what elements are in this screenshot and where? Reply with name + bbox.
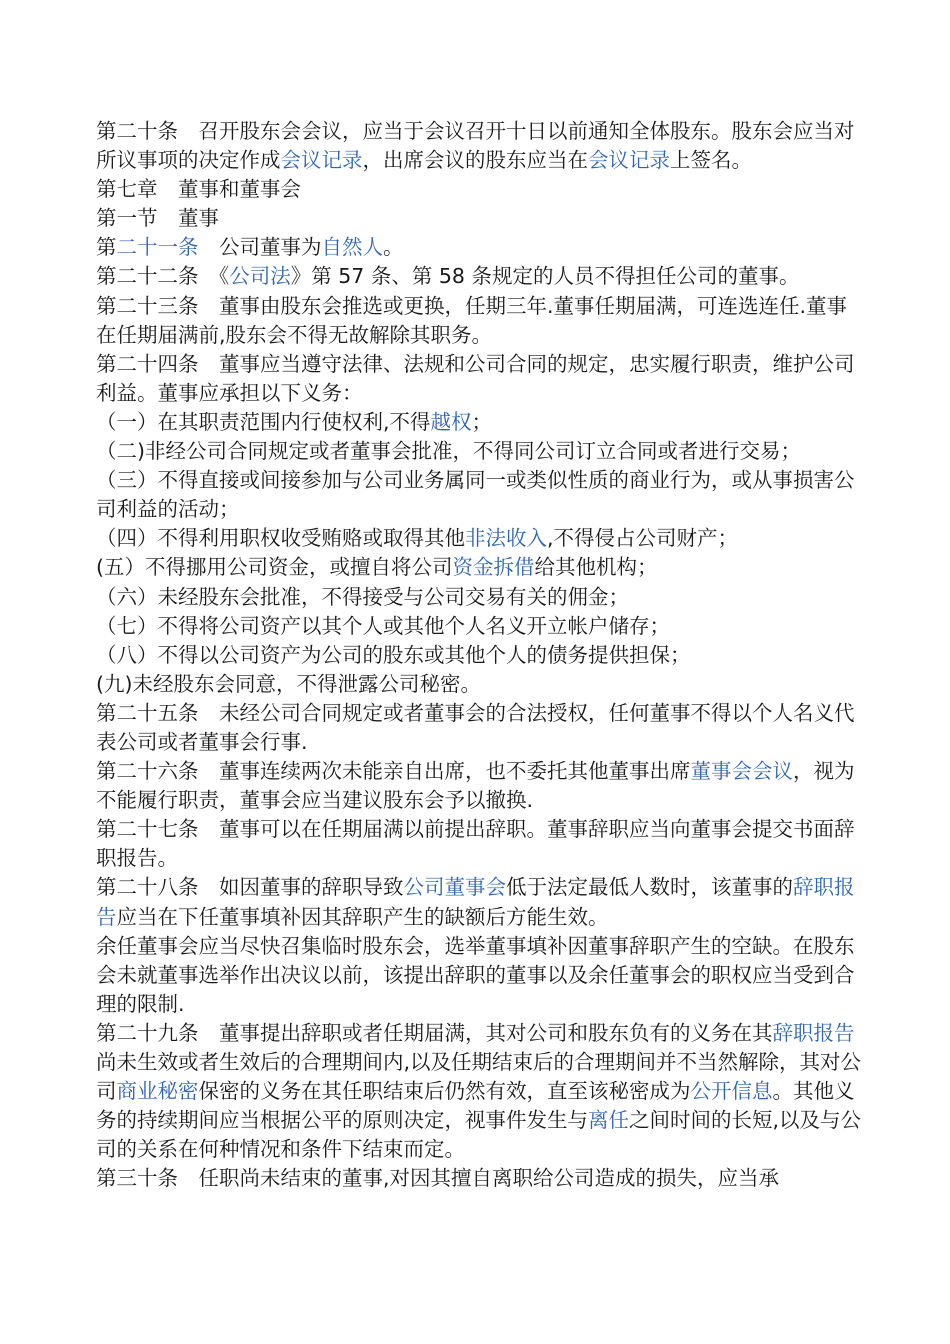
paragraph	[96, 117, 862, 175]
paragraph-text: 第二十六条 董事连续两次未能亲自出席，也不委托其他董事出席	[96, 759, 691, 784]
paragraph-text: 》第 57 条、第 58 条规定的人员不得担任公司的董事。	[290, 264, 800, 289]
paragraph	[96, 873, 862, 931]
paragraph	[96, 292, 862, 350]
paragraph-text: (五）不得挪用公司资金，或擅自将公司	[96, 555, 453, 580]
paragraph-text: 。其他义务的持续期间应当根据公平的原则决定，视事件发生与	[96, 1079, 855, 1133]
paragraph	[96, 466, 862, 524]
glossary-link[interactable]: 离任	[588, 1108, 629, 1133]
paragraph-text: （二)非经公司合同规定或者董事会批准，不得同公司订立合同或者进行交易；	[96, 439, 801, 464]
paragraph	[96, 612, 862, 641]
paragraph-text: 给其他机构；	[534, 555, 658, 580]
paragraph	[96, 437, 862, 466]
paragraph-text: 公司董事为	[198, 235, 322, 260]
paragraph	[96, 932, 862, 1019]
glossary-link[interactable]: 资金拆借	[452, 555, 535, 580]
paragraph	[96, 670, 862, 699]
paragraph	[96, 204, 862, 233]
glossary-link[interactable]: 公开信息	[690, 1079, 773, 1104]
paragraph-text: (九)未经股东会同意，不得泄露公司秘密。	[96, 671, 481, 696]
paragraph	[96, 524, 862, 553]
paragraph	[96, 553, 862, 582]
paragraph-text: 第一节 董事	[96, 206, 219, 231]
paragraph	[96, 699, 862, 757]
glossary-link[interactable]: 董事会会议	[690, 759, 793, 784]
glossary-link[interactable]: 辞职报告	[772, 1020, 855, 1045]
paragraph-text: （一）在其职责范围内行使权利,不得	[96, 409, 431, 434]
paragraph-text: 第二十八条 如因董事的辞职导致	[96, 875, 404, 900]
paragraph-text: ，出席会议的股东应当在	[362, 148, 588, 173]
paragraph-text: 。	[383, 235, 404, 260]
paragraph-text: （六）未经股东会批准，不得接受与公司交易有关的佣金；	[96, 584, 629, 609]
paragraph	[96, 815, 862, 873]
paragraph-text: 第二十三条 董事由股东会推选或更换，任期三年.董事任期届满，可连选连任.董事在任期届满前,股东会不得无故解除其职务。	[96, 293, 848, 347]
glossary-link[interactable]: 会议记录	[588, 148, 670, 173]
paragraph-text: 第七章 董事和董事会	[96, 177, 301, 202]
paragraph-text: 第二十九条 董事提出辞职或者任期届满，其对公司和股东负有的义务在其	[96, 1020, 773, 1045]
paragraph-text: 之间时间的长短,以及与公司的关系在何种情况和条件下结束而定。	[96, 1108, 862, 1162]
paragraph-text: 上签名。	[670, 148, 752, 173]
paragraph-text: 第二十四条 董事应当遵守法律、法规和公司合同的规定，忠实履行职责，维护公司利益。董事应承担以下义务：	[96, 351, 855, 405]
glossary-link[interactable]: 越权	[430, 409, 472, 434]
paragraph	[96, 175, 862, 204]
glossary-link[interactable]: 自然人	[321, 235, 383, 260]
paragraph	[96, 262, 862, 291]
paragraph	[96, 1164, 862, 1193]
paragraph-text: 第二十五条 未经公司合同规定或者董事会的合法授权，任何董事不得以个人名义代表公司或者董事会行事.	[96, 700, 855, 754]
paragraph	[96, 1019, 862, 1164]
paragraph-text: 第二十二条 《	[96, 264, 230, 289]
paragraph-text: ,不得侵占公司财产；	[547, 526, 739, 551]
paragraph-text: 尚未生效或者生效后的合理期间内,以及任期结束后的合理期间并不当然解除，其对公司	[96, 1050, 862, 1104]
glossary-link[interactable]: 公司董事会	[403, 875, 506, 900]
paragraph-text: ；	[471, 409, 493, 434]
paragraph	[96, 641, 862, 670]
glossary-link[interactable]: 辞职报告	[96, 875, 855, 929]
paragraph	[96, 757, 862, 815]
glossary-link[interactable]: 二十一条	[116, 235, 199, 260]
paragraph-text: （四）不得利用职权收受贿赂或取得其他	[96, 526, 465, 551]
paragraph-text: 第二十七条 董事可以在任期届满以前提出辞职。董事辞职应当向董事会提交书面辞职报告。	[96, 817, 855, 871]
paragraph-text: 应当在下任董事填补因其辞职产生的缺额后方能生效。	[116, 904, 609, 929]
paragraph-text: ，视为不能履行职责，董事会应当建议股东会予以撤换.	[96, 759, 855, 813]
paragraph	[96, 233, 862, 262]
paragraph-text: （八）不得以公司资产为公司的股东或其他个人的债务提供担保；	[96, 642, 691, 667]
paragraph-text: 保密的义务在其任职结束后仍然有效，直至该秘密成为	[198, 1079, 691, 1104]
paragraph-text: （七）不得将公司资产以其个人或其他个人名义开立帐户储存；	[96, 613, 670, 638]
paragraph-text: 余任董事会应当尽快召集临时股东会，选举董事填补因董事辞职产生的空缺。在股东会未就董事选举作出决议以前，该提出辞职的董事以及余任董事会的职权应当受到合理的限制.	[96, 933, 855, 1016]
glossary-link[interactable]: 公司法	[229, 264, 291, 289]
glossary-link[interactable]: 非法收入	[465, 526, 547, 551]
paragraph	[96, 408, 862, 437]
paragraph-text: 低于法定最低人数时，该董事的	[506, 875, 793, 900]
paragraph-text: （三）不得直接或间接参加与公司业务属同一或类似性质的商业行为，或从事损害公司利益的活动；	[96, 468, 855, 522]
glossary-link[interactable]: 商业秘密	[116, 1079, 199, 1104]
paragraph-text: 第	[96, 235, 117, 260]
paragraph	[96, 583, 862, 612]
document-body	[96, 117, 862, 1193]
paragraph-text: 第二十条 召开股东会会议，应当于会议召开十日以前通知全体股东。股东会应当对所议事项的决定作成	[96, 119, 855, 173]
paragraph	[96, 350, 862, 408]
paragraph-text: 第三十条 任职尚未结束的董事,对因其擅自离职给公司造成的损失，应当承	[96, 1166, 780, 1191]
glossary-link[interactable]: 会议记录	[280, 148, 363, 173]
